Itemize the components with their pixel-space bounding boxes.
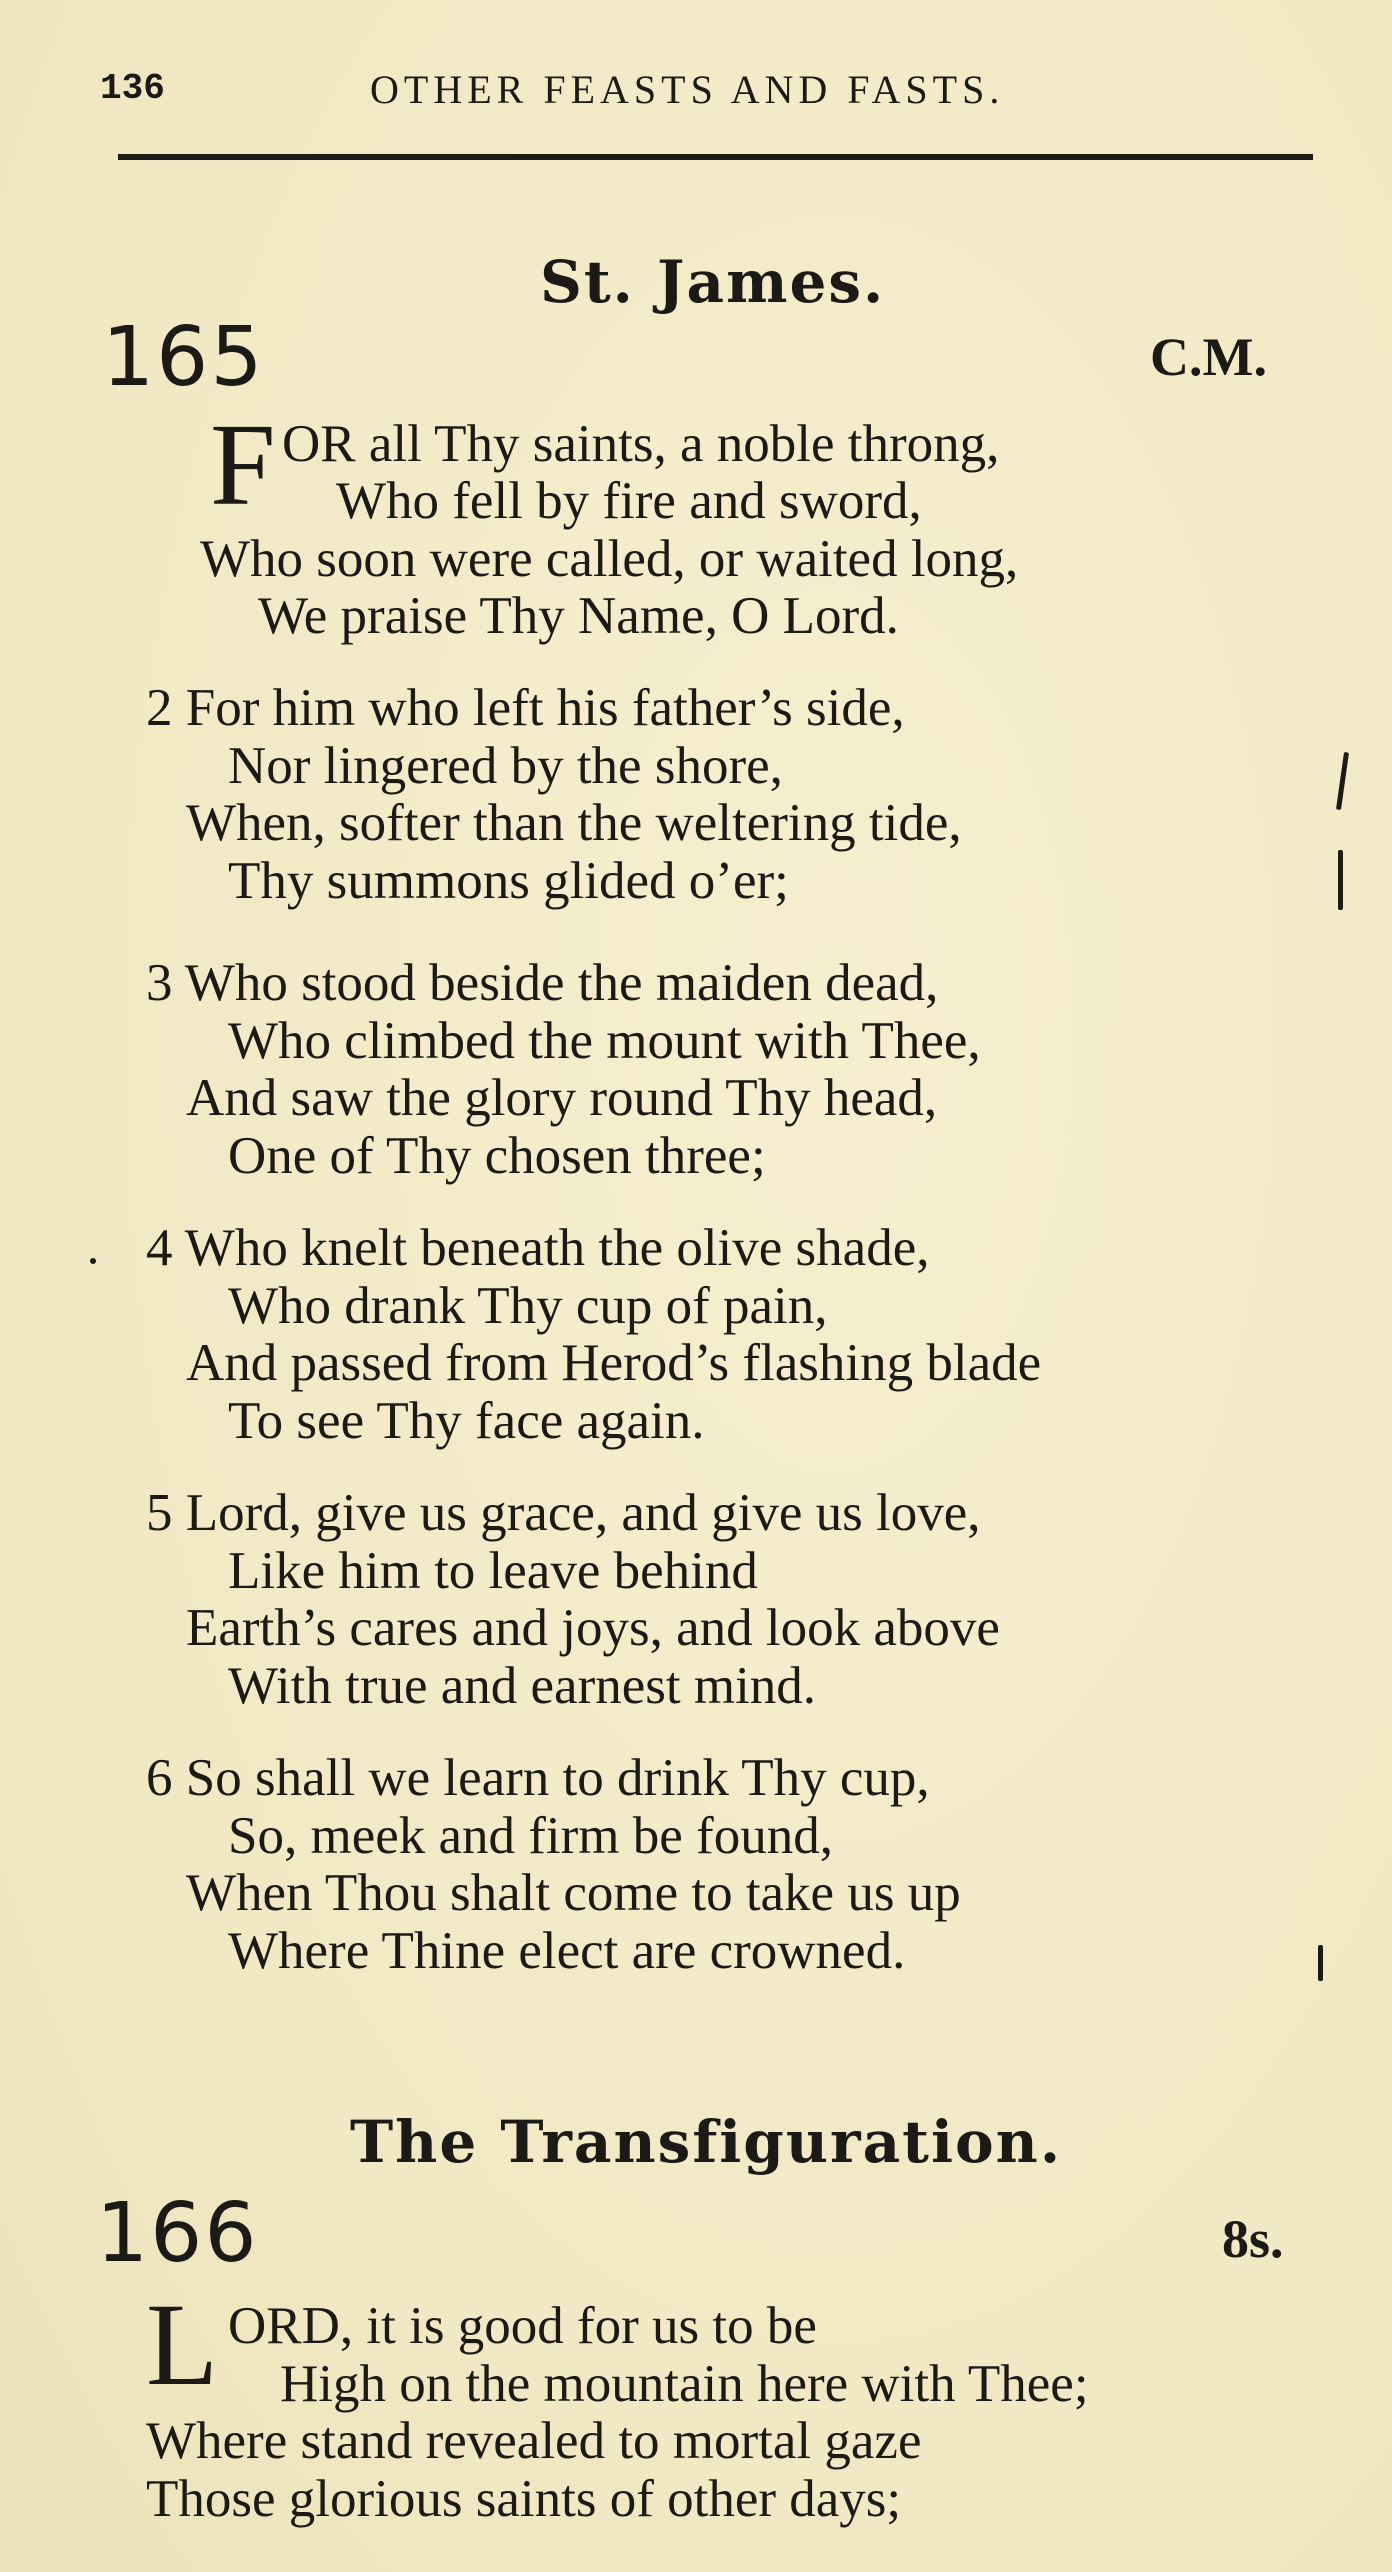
- running-head: [100, 58, 1315, 118]
- hymn-165-meter: C.M.: [1150, 327, 1267, 387]
- verse-line: 6 So shall we learn to drink Thy cup,: [146, 1749, 930, 1807]
- margin-mark: [1338, 850, 1343, 910]
- hymn-166-number: 166: [96, 2186, 259, 2281]
- running-title: OTHER FEASTS AND FASTS.: [370, 67, 1005, 112]
- verse-line: 3 Who stood beside the maiden dead,: [146, 954, 939, 1012]
- verse-line: Earth’s cares and joys, and look above: [186, 1599, 1000, 1657]
- verse-line: When, softer than the weltering tide,: [186, 794, 962, 852]
- verse-line: Who soon were called, or waited long,: [200, 530, 1019, 588]
- verse-line: 5 Lord, give us grace, and give us love,: [146, 1484, 981, 1542]
- verse-line: Those glorious saints of other days;: [146, 2470, 902, 2528]
- margin-dot: [90, 1258, 96, 1264]
- verse-line: Who climbed the mount with Thee,: [228, 1012, 981, 1070]
- verse-line: Who fell by fire and sword,: [336, 472, 922, 530]
- verse-line: We praise Thy Name, O Lord.: [258, 587, 899, 645]
- verse-line: One of Thy chosen three;: [228, 1127, 766, 1185]
- verse-line: Where Thine elect are crowned.: [228, 1922, 906, 1980]
- page-number: 136: [100, 68, 165, 109]
- verse-line: To see Thy face again.: [228, 1392, 705, 1450]
- verse-line: 2 For him who left his father’s side,: [146, 679, 905, 737]
- verse-line: High on the mountain here with Thee;: [280, 2355, 1089, 2413]
- verse-line: So, meek and firm be found,: [228, 1807, 833, 1865]
- verse-line: Nor lingered by the shore,: [228, 737, 783, 795]
- verse-line: And saw the glory round Thy head,: [186, 1069, 938, 1127]
- margin-mark: [1318, 1945, 1323, 1981]
- hymn-165-number: 165: [102, 310, 265, 405]
- verse-line: Thy summons glided o’er;: [228, 852, 789, 910]
- verse-line: When Thou shalt come to take us up: [186, 1864, 961, 1922]
- verse-line: 4 Who knelt beneath the olive shade,: [146, 1219, 930, 1277]
- verse-line: And passed from Herod’s flashing blade: [186, 1334, 1042, 1392]
- verse-line: Who drank Thy cup of pain,: [228, 1277, 828, 1335]
- hymn-166-title: The Transfiguration.: [350, 2108, 1063, 2176]
- hymn-165-dropcap: F: [210, 399, 276, 530]
- header-rule: [118, 154, 1313, 160]
- hymn-166-meter: 8s.: [1222, 2209, 1284, 2269]
- hymn-166-dropcap: L: [146, 2279, 219, 2410]
- margin-mark: [1336, 752, 1349, 810]
- verse-line: ORD, it is good for us to be: [228, 2297, 817, 2355]
- hymn-165-title: St. James.: [540, 248, 886, 316]
- verse-line: OR all Thy saints, a noble throng,: [282, 415, 1000, 473]
- verse-line: Where stand revealed to mortal gaze: [146, 2412, 922, 2470]
- verse-line: Like him to leave behind: [228, 1542, 758, 1600]
- verse-line: With true and earnest mind.: [228, 1657, 817, 1715]
